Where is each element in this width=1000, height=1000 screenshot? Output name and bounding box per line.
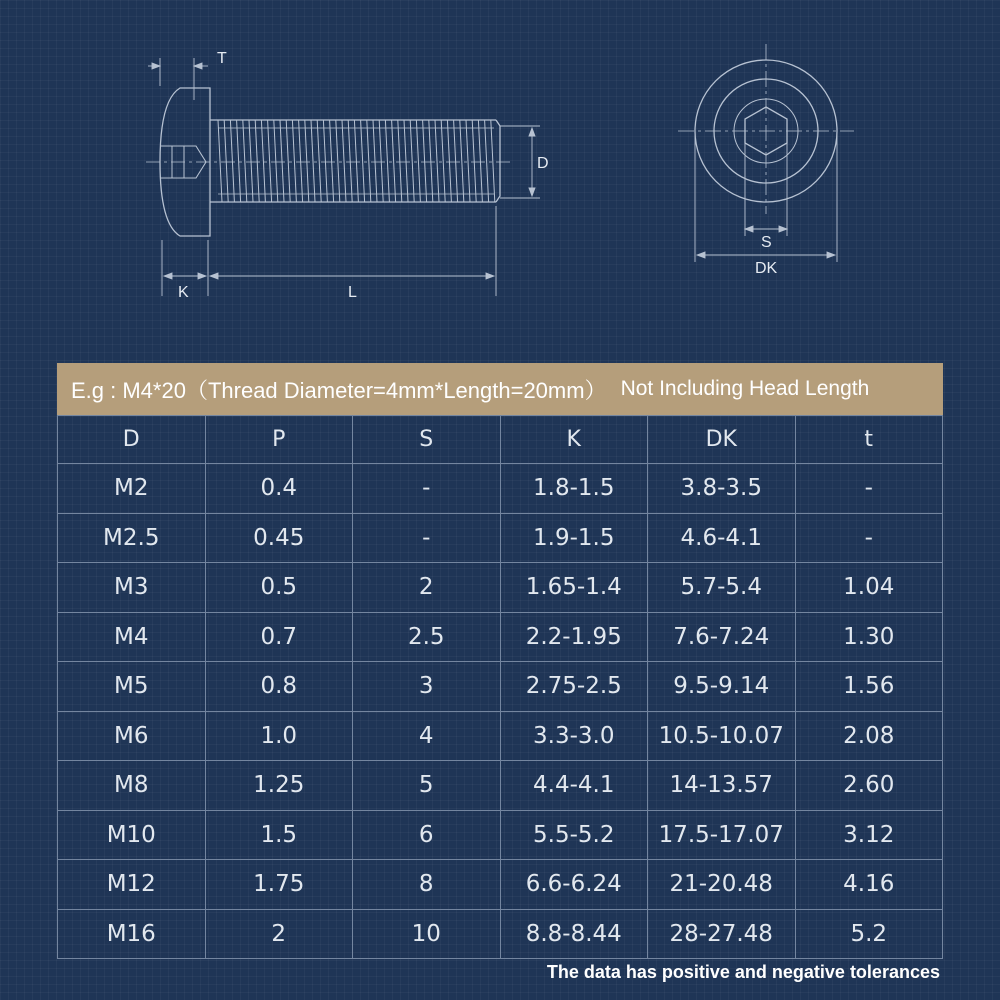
thread-line <box>478 120 482 202</box>
table-cell: M12 <box>58 860 206 910</box>
label-t: T <box>217 50 227 67</box>
thread-line <box>441 120 445 202</box>
thread-line <box>249 120 253 202</box>
table-cell: M4 <box>58 612 206 662</box>
thread-line <box>491 120 495 202</box>
table-cell: 5 <box>353 761 501 811</box>
table-row <box>58 612 943 662</box>
table-cell: 2.5 <box>353 612 501 662</box>
thread-line <box>367 120 371 202</box>
table-cell: - <box>795 464 943 514</box>
thread-line <box>243 120 247 202</box>
header-cell: S <box>353 416 501 464</box>
thread-line <box>410 120 414 202</box>
table-cell: 4.4-4.1 <box>500 761 648 811</box>
thread-line <box>230 120 234 202</box>
table-cell: 3.12 <box>795 810 943 860</box>
thread-line <box>385 120 389 202</box>
table-cell: M16 <box>58 909 206 959</box>
table-cell: 5.2 <box>795 909 943 959</box>
thread-line <box>218 120 222 202</box>
table-row <box>58 662 943 712</box>
thread-line <box>268 120 272 202</box>
table-cell: 3 <box>353 662 501 712</box>
thread-line <box>416 120 420 202</box>
table-cell: 1.0 <box>205 711 353 761</box>
thread-line <box>261 120 265 202</box>
table-cell: - <box>353 513 501 563</box>
thread-line <box>323 120 327 202</box>
table-cell: 0.7 <box>205 612 353 662</box>
table-cell: 2.2-1.95 <box>500 612 648 662</box>
threaded-shank <box>210 120 500 202</box>
table-cell: 21-20.48 <box>648 860 796 910</box>
thread-line <box>485 120 489 202</box>
thread-line <box>361 120 365 202</box>
table-cell: M6 <box>58 711 206 761</box>
banner-note-text: Not Including Head Length <box>620 377 870 400</box>
thread-line <box>348 120 352 202</box>
thread-line <box>454 120 458 202</box>
thread-line <box>292 120 296 202</box>
table-cell: 4.16 <box>795 860 943 910</box>
table-cell: 1.65-1.4 <box>500 563 648 613</box>
table-cell: 5.7-5.4 <box>648 563 796 613</box>
thread-line <box>330 120 334 202</box>
table-cell: 9.5-9.14 <box>648 662 796 712</box>
thread-line <box>429 120 433 202</box>
table-cell: - <box>795 513 943 563</box>
header-cell: DK <box>648 416 796 464</box>
table-cell: 2 <box>205 909 353 959</box>
t-dimension <box>148 58 208 100</box>
thread-line <box>286 120 290 202</box>
thread-line <box>379 120 383 202</box>
thread-line <box>392 120 396 202</box>
table-row <box>58 563 943 613</box>
thread-line <box>435 120 439 202</box>
table-cell: 10.5-10.07 <box>648 711 796 761</box>
table-cell: M3 <box>58 563 206 613</box>
table-cell: M5 <box>58 662 206 712</box>
thread-line <box>466 120 470 202</box>
label-s: S <box>761 234 772 251</box>
table-cell: 2.60 <box>795 761 943 811</box>
thread-line <box>299 120 303 202</box>
table-cell: 2.75-2.5 <box>500 662 648 712</box>
table-cell: 17.5-17.07 <box>648 810 796 860</box>
table-cell: 2 <box>353 563 501 613</box>
table-cell: M8 <box>58 761 206 811</box>
thread-line <box>404 120 408 202</box>
k-l-dimensions <box>162 206 496 296</box>
thread-line <box>447 120 451 202</box>
tolerance-footnote: The data has positive and negative tolerances <box>546 962 940 982</box>
table-row <box>58 464 943 514</box>
table-cell: 3.3-3.0 <box>500 711 648 761</box>
table-cell: 1.56 <box>795 662 943 712</box>
thread-line <box>472 120 476 202</box>
thread-line <box>311 120 315 202</box>
thread-line <box>342 120 346 202</box>
table-header-row <box>58 416 943 464</box>
table-cell: 28-27.48 <box>648 909 796 959</box>
thread-line <box>354 120 358 202</box>
table-cell: 2.08 <box>795 711 943 761</box>
thread-line <box>317 120 321 202</box>
label-d: D <box>537 155 549 172</box>
thread-line <box>460 120 464 202</box>
thread-line <box>224 120 228 202</box>
table-cell: M2.5 <box>58 513 206 563</box>
table-cell: 8 <box>353 860 501 910</box>
thread-line <box>305 120 309 202</box>
thread-line <box>373 120 377 202</box>
table-cell: 0.5 <box>205 563 353 613</box>
dimension-table <box>57 415 943 959</box>
table-cell: 1.8-1.5 <box>500 464 648 514</box>
table-row <box>58 810 943 860</box>
header-cell: t <box>795 416 943 464</box>
header-cell: P <box>205 416 353 464</box>
table-row <box>58 860 943 910</box>
table-cell: 8.8-8.44 <box>500 909 648 959</box>
label-dk: DK <box>755 260 778 277</box>
screw-technical-drawing <box>0 0 1000 360</box>
table-cell: 0.4 <box>205 464 353 514</box>
table-cell: 1.75 <box>205 860 353 910</box>
table-cell: M2 <box>58 464 206 514</box>
table-cell: 1.30 <box>795 612 943 662</box>
table-cell: 1.04 <box>795 563 943 613</box>
screw-side-view <box>146 58 540 296</box>
thread-line <box>237 120 241 202</box>
table-row <box>58 909 943 959</box>
table-row <box>58 761 943 811</box>
table-cell: 6.6-6.24 <box>500 860 648 910</box>
table-cell: 7.6-7.24 <box>648 612 796 662</box>
header-cell: D <box>58 416 206 464</box>
thread-line <box>423 120 427 202</box>
table-cell: 1.9-1.5 <box>500 513 648 563</box>
table-cell: 1.5 <box>205 810 353 860</box>
table-row <box>58 513 943 563</box>
table-cell: 0.45 <box>205 513 353 563</box>
table-body <box>58 464 943 959</box>
table-cell: 10 <box>353 909 501 959</box>
table-cell: - <box>353 464 501 514</box>
table-cell: 4.6-4.1 <box>648 513 796 563</box>
table-cell: 14-13.57 <box>648 761 796 811</box>
example-banner <box>57 363 943 415</box>
table-cell: 0.8 <box>205 662 353 712</box>
label-k: K <box>178 284 189 301</box>
table-cell: 1.25 <box>205 761 353 811</box>
thread-line <box>336 120 340 202</box>
header-cell: K <box>500 416 648 464</box>
screw-end-view <box>678 44 854 262</box>
table-cell: 3.8-3.5 <box>648 464 796 514</box>
table-cell: 4 <box>353 711 501 761</box>
thread-line <box>280 120 284 202</box>
banner-example-text: E.g : M4*20（Thread Diameter=4mm*Length=20mm） <box>71 377 607 403</box>
thread-line <box>274 120 278 202</box>
thread-line <box>255 120 259 202</box>
table-cell: 6 <box>353 810 501 860</box>
table-cell: M10 <box>58 810 206 860</box>
table-row <box>58 711 943 761</box>
table-cell: 5.5-5.2 <box>500 810 648 860</box>
thread-line <box>398 120 402 202</box>
label-l: L <box>348 284 357 301</box>
